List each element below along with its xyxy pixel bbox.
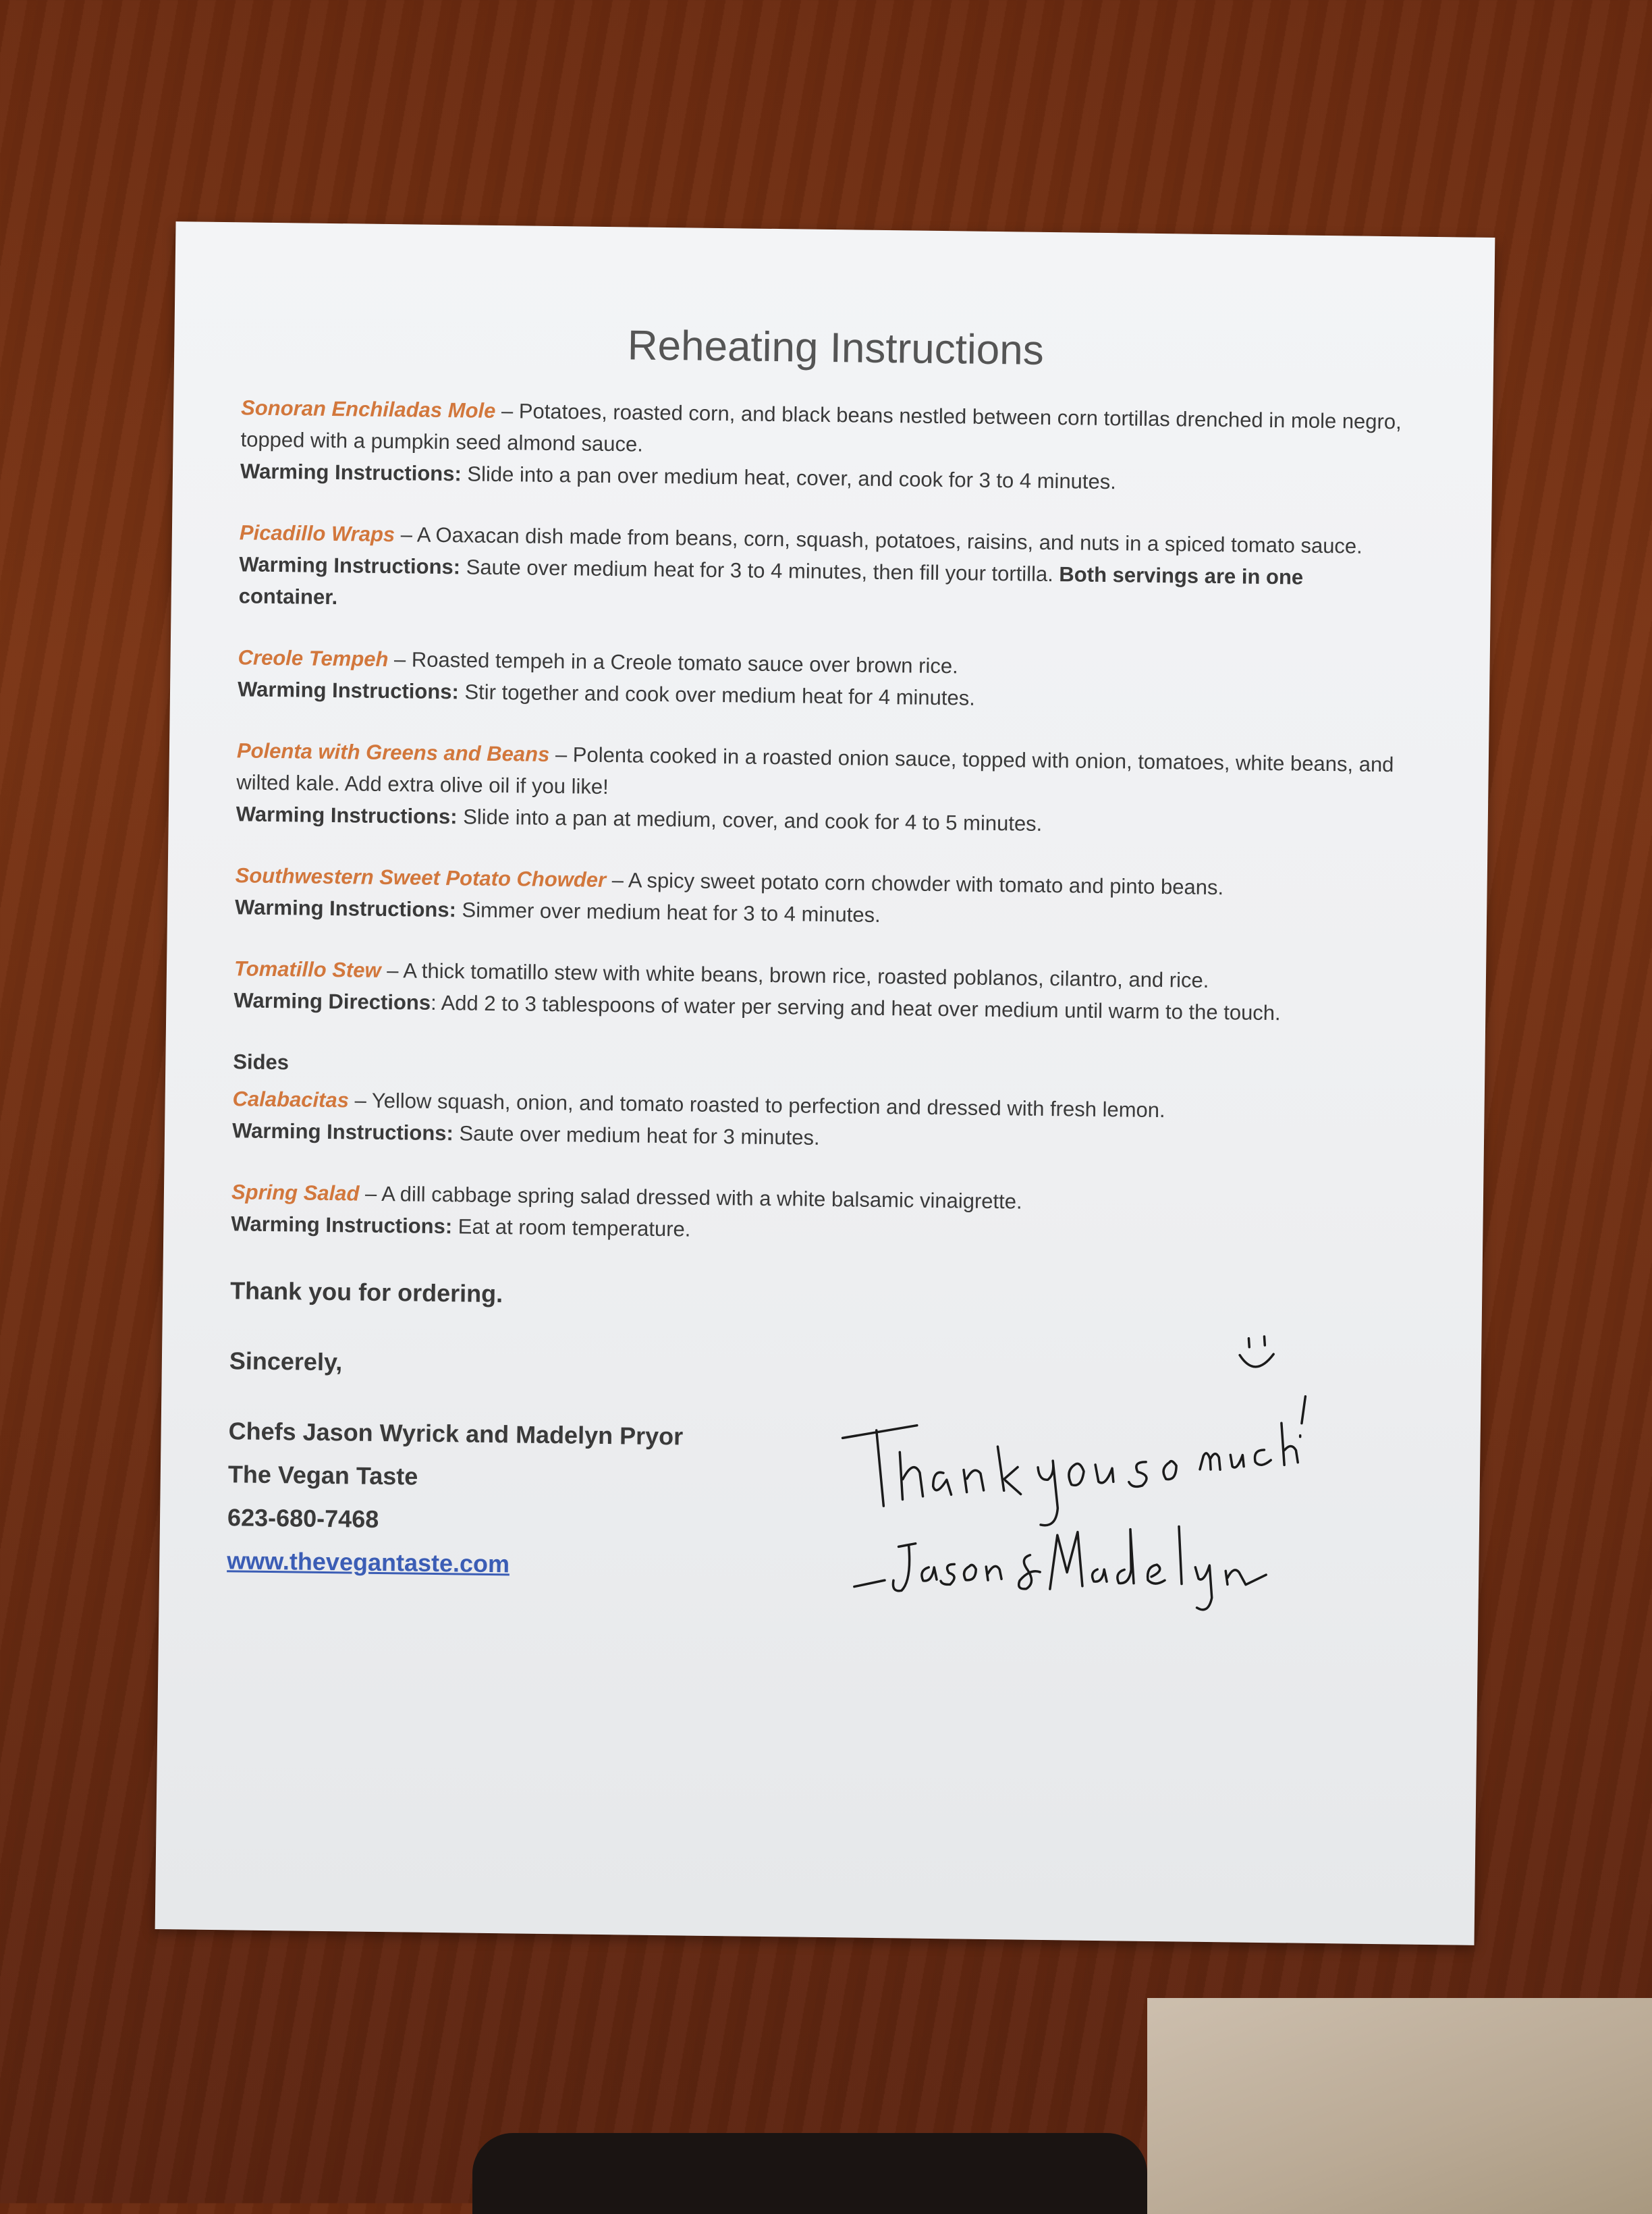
dish-name: Spring Salad (231, 1180, 360, 1206)
thanks-line: Thank you for ordering. (229, 1276, 503, 1308)
dish-name: Picadillo Wraps (239, 520, 395, 547)
dish-name: Sonoran Enchiladas Mole (240, 396, 496, 423)
warming-label: Warming Directions (233, 988, 431, 1015)
menu-item-5 (233, 952, 1395, 1030)
warming-text: Stir together and cook over medium heat for 4 minutes. (458, 680, 976, 710)
dish-description: – Potatoes, roasted corn, and black beans nestled between corn tortillas drenched in mole negro, topped with a pumpkin seed almond sauce. (240, 398, 1402, 456)
sincerely-line: Sincerely, (229, 1347, 343, 1376)
dish-name: Creole Tempeh (238, 645, 389, 672)
dish-description: – Polenta cooked in a roasted onion sauce, topped with onion, tomatoes, white beans, and wilted kale. Add extra olive oil if you like! (236, 742, 1394, 799)
page-title: Reheating Instructions (627, 322, 1045, 374)
menu-item-0 (240, 392, 1402, 501)
warming-label: Warming Instructions: (237, 677, 460, 704)
warming-label: Warming Instructions: (239, 552, 461, 579)
smiley-icon (1232, 1328, 1286, 1382)
dish-description: – Yellow squash, onion, and tomato roasted to perfection and dressed with fresh lemon. (348, 1088, 1165, 1123)
warming-text: Saute over medium heat for 3 to 4 minutes, then fill your tortilla. (460, 555, 1059, 587)
warming-label: Warming Instructions: (231, 1118, 454, 1145)
handwriting-svg (833, 1377, 1309, 1626)
company-line: The Vegan Taste (227, 1460, 418, 1490)
warming-label: Warming Instructions: (236, 802, 458, 829)
floor-tiles (1147, 1998, 1652, 2214)
warming-text: Slide into a pan over medium heat, cover, and cook for 3 to 4 minutes. (461, 462, 1117, 494)
website-link[interactable]: www.thevegantaste.com (227, 1546, 510, 1578)
menu-item-4 (235, 859, 1396, 937)
warming-text: : Add 2 to 3 tablespoons of water per serving and heat over medium until warm to the touch. (430, 990, 1281, 1025)
menu-item-2 (238, 641, 1399, 719)
menu-item-3 (236, 734, 1398, 844)
dish-name: Tomatillo Stew (233, 956, 381, 982)
warming-label: Warming Instructions: (234, 895, 457, 922)
side-item-1 (231, 1176, 1392, 1253)
container-note: Both servings are in one container. (238, 562, 1304, 610)
warming-text: Simmer over medium heat for 3 to 4 minutes. (456, 898, 881, 927)
phone-line: 623-680-7468 (227, 1503, 379, 1533)
warming-text: Eat at room temperature. (451, 1214, 691, 1241)
dish-description: – A Oaxacan dish made from beans, corn, squash, potatoes, raisins, and nuts in a spiced tomato sauce. (394, 522, 1363, 558)
paper-sheet (155, 221, 1495, 1945)
warming-text: Slide into a pan at medium, cover, and cook for 4 to 5 minutes. (457, 805, 1043, 836)
dish-name: Calabacitas (232, 1087, 350, 1112)
warming-text: Saute over medium heat for 3 minutes. (453, 1121, 820, 1150)
dish-description: – A spicy sweet potato corn chowder with tomato and pinto beans. (605, 868, 1224, 900)
handwritten-signature (833, 1377, 1309, 1626)
dish-name: Polenta with Greens and Beans (236, 738, 550, 766)
warming-label: Warming Instructions: (240, 459, 462, 486)
chefs-line: Chefs Jason Wyrick and Madelyn Pryor (228, 1417, 684, 1451)
menu-item-1 (238, 516, 1400, 626)
dish-description: – A dill cabbage spring salad dressed with a white balsamic vinaigrette. (359, 1181, 1022, 1214)
side-item-0 (232, 1083, 1394, 1160)
sides-heading: Sides (233, 1050, 290, 1075)
dish-name: Southwestern Sweet Potato Chowder (235, 863, 607, 892)
dish-description: – A thick tomatillo stew with white beans, brown rice, roasted poblanos, cilantro, and rice. (381, 958, 1209, 992)
shoe-shadow (472, 2133, 1147, 2214)
warming-label: Warming Instructions: (231, 1212, 453, 1239)
dish-description: – Roasted tempeh in a Creole tomato sauce over brown rice. (388, 647, 958, 678)
